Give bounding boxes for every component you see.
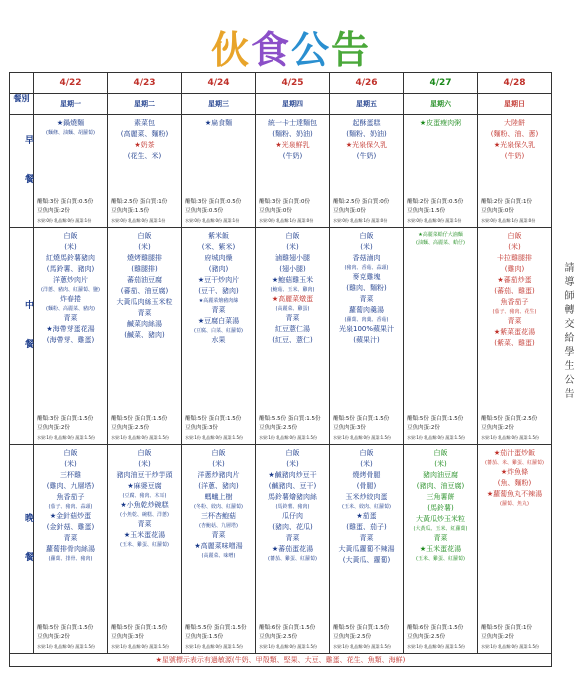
menu-item: (米)	[434, 460, 447, 468]
menu-item: 大黃瓜炒玉米粒	[416, 515, 465, 523]
nutrition-n2: 豆魚肉蛋:3份	[333, 425, 366, 431]
menu-item: 蘿蔔排骨肉絲湯	[46, 545, 95, 553]
nutrition-n2: 豆魚肉蛋:1.5份	[185, 634, 224, 640]
nutrition-n3: 水果:1份 乳品類:0份 蔬菜:1.5份	[259, 435, 318, 440]
menu-item: (蘿蔔、肉羹、香菇)	[344, 317, 389, 323]
menu-item: 炸春捲	[60, 295, 81, 303]
menu-item: (蘿蔔、魚丸)	[500, 501, 529, 507]
menu-item: (蕃茄、雞蛋)	[494, 287, 535, 295]
menu-item: 光泉100%蘋果汁	[338, 325, 394, 333]
menu-item: (雞肉、麵粉)	[346, 284, 387, 292]
allergen-footer: ★星號標示表示有過敏源(牛奶、甲殼類、堅果、大豆、雞蛋、花生、魚類、海鮮)	[10, 654, 552, 667]
nutrition-n1: 醣類:3份 蛋白質:0.5份	[185, 199, 242, 205]
nutrition-n3: 水果:1份 乳品類:0份 蔬菜:1.5份	[259, 644, 318, 649]
nutrition-n3: 水果:1份 乳品類:0份 蔬菜:1.5份	[37, 644, 96, 649]
menu-item: 燒烤骨腿	[352, 471, 381, 479]
dinner-cell	[34, 445, 108, 654]
menu-item: 青菜	[507, 317, 522, 325]
dinner-cell	[330, 445, 404, 654]
nutrition-n1: 醣類:5份 蛋白質:1.5份	[333, 625, 390, 631]
menu-item: 鹹菜肉絲湯	[127, 320, 162, 328]
nutrition-n1: 醣類:5份 蛋白質:1份	[481, 625, 532, 631]
date-header: 4/25	[256, 73, 330, 94]
menu-item: ★麻婆豆腐	[127, 482, 162, 490]
menu-item: 白飯	[137, 449, 152, 457]
menu-item: 白飯	[285, 232, 300, 240]
page-title	[190, 28, 390, 72]
nutrition-n2: 豆魚肉蛋:2份	[481, 425, 514, 431]
nutrition-n3: 水果:1份 乳品類:0份 蔬菜:1.5份	[185, 435, 244, 440]
nutrition-n1: 醣類:5份 蛋白質:1.5份	[37, 625, 94, 631]
menu-item: (豬肉、油豆腐)	[416, 482, 465, 490]
nutrition-n2: 豆魚肉蛋:2份	[37, 208, 70, 214]
menu-item: 紅豆薏仁湯	[275, 325, 310, 333]
menu-item: 白飯	[359, 449, 374, 457]
menu-item: ★小魚乾炒碗糕	[120, 501, 169, 509]
nutrition-n3: 水果:1份 乳品類:0份 蔬菜:1.5份	[37, 435, 96, 440]
menu-item: ★鍋燒麵	[56, 119, 85, 127]
menu-item: 青菜	[433, 534, 448, 542]
menu-item: ★高麗菜燉蛋	[271, 295, 314, 303]
menu-item: 白飯	[433, 449, 448, 457]
menu-item: (骨腿)	[356, 482, 377, 490]
nutrition-n2: 豆魚肉蛋:0份	[333, 208, 366, 214]
menu-item: (高麗菜、麵粉)	[120, 130, 169, 138]
nutrition-n1: 醣類:5份 蛋白質:1.5份	[407, 416, 464, 422]
menu-item: ★海帶芽蛋花湯	[46, 325, 95, 333]
lunch-cell	[256, 228, 330, 445]
menu-item: ★光泉保久乳	[493, 141, 536, 149]
menu-item: (米、紫米)	[201, 243, 236, 251]
menu-item: 三杯雞	[60, 471, 81, 479]
menu-item: 青菜	[359, 534, 374, 542]
date-header: 4/26	[330, 73, 404, 94]
nutrition-n1: 醣類:5.5份 蛋白質:1.5份	[185, 625, 247, 631]
nutrition-n3: 水果:1份 乳品類:0份 蔬菜:1.5份	[407, 644, 466, 649]
title-char-2: 食	[250, 27, 289, 72]
nutrition-n3: 水果:1份 乳品類:0份 蔬菜:1.5份	[111, 435, 170, 440]
date-header: 4/27	[404, 73, 478, 94]
menu-item: (花生、米)	[127, 152, 162, 160]
menu-item: 大黃瓜蘿蔔不辣湯	[338, 545, 395, 553]
menu-item: (紫菜、雞蛋)	[494, 339, 535, 347]
nutrition-n2: 豆魚肉蛋:2份	[481, 634, 514, 640]
nutrition-n2: 豆魚肉蛋:2份	[407, 425, 440, 431]
menu-item: (蘿蔔、排骨、豬肉)	[48, 556, 93, 562]
menu-item: 起酥蛋糕	[352, 119, 381, 127]
menu-item: (茄子、豬肉、蒜頭)	[48, 504, 93, 510]
menu-item: (米)	[138, 460, 151, 468]
nutrition-n3: 水果:0份 乳品類:0份 蔬菜:1份	[407, 218, 462, 223]
date-header: 4/24	[182, 73, 256, 94]
menu-item: (杏鮑菇、九層塔)	[199, 523, 238, 529]
menu-item: (馬鈴薯、豬肉)	[275, 504, 310, 510]
weekday-header: 星期六	[404, 94, 478, 115]
lunch-cell	[404, 228, 478, 445]
nutrition-n3: 水果:0份 乳品類:0份 蔬菜:1份	[37, 218, 92, 223]
menu-item: (麵粉、油、蔥)	[490, 130, 539, 138]
menu-item: 素菜包	[134, 119, 155, 127]
menu-item: ★光泉保久乳	[345, 141, 388, 149]
weekday-header: 星期三	[182, 94, 256, 115]
menu-item: (魚、麵粉)	[497, 479, 532, 487]
nutrition-n3: 水果:0份 乳品類:0份 蔬菜:1份	[185, 218, 240, 223]
menu-item: 洋蔥炒肉片	[53, 276, 88, 284]
nutrition-n3: 水果:0份 乳品類:1份 蔬菜:0份	[333, 218, 388, 223]
menu-item: 蕃茄油豆腐	[127, 276, 162, 284]
nutrition-n3: 水果:1份 乳品類:0份 蔬菜:1.5份	[111, 644, 170, 649]
menu-item: (豬肉、香菇、蒜頭)	[344, 265, 389, 271]
nutrition-n2: 豆魚肉蛋:1.5份	[111, 208, 150, 214]
nutrition-n2: 豆魚肉蛋:2份	[37, 425, 70, 431]
menu-item: ★茄蛋	[356, 512, 377, 520]
breakfast-cell	[478, 115, 552, 228]
menu-item: (冬粉、絞肉、紅蘿蔔)	[194, 504, 243, 510]
nutrition-n2: 豆魚肉蛋:0份	[481, 208, 514, 214]
menu-item: 府城肉燥	[204, 254, 233, 262]
menu-item: ★紫菜蛋花湯	[493, 328, 536, 336]
menu-item: ★玉米蛋花湯	[123, 531, 166, 539]
menu-item: 青菜	[63, 314, 78, 322]
menu-item: 青菜	[137, 520, 152, 528]
dinner-cell	[256, 445, 330, 654]
menu-item: ★高麗菜味噌湯	[194, 542, 243, 550]
weekday-header: 星期二	[108, 94, 182, 115]
menu-item: (米)	[64, 460, 77, 468]
nutrition-n2: 豆魚肉蛋:2.5份	[259, 634, 298, 640]
menu-item: (麵條、油麵、胡蘿蔔)	[46, 130, 95, 136]
nutrition-n1: 醣類:5.5份 蛋白質:1.5份	[259, 416, 321, 422]
menu-item: (高麗菜、雞蛋)	[275, 306, 310, 312]
menu-item: 燒烤雞腿排	[127, 254, 162, 262]
menu-item: (馬鈴薯、豬肉)	[46, 265, 95, 273]
weekday-header: 星期四	[256, 94, 330, 115]
nutrition-n1: 醣類:6份 蛋白質:1.5份	[407, 625, 464, 631]
menu-item: (金針菇、雞蛋)	[46, 523, 95, 531]
menu-item: 馬鈴薯燴豬肉絲	[268, 493, 317, 501]
lunch-cell	[182, 228, 256, 445]
menu-item: ★鹹豬肉炒豆干	[268, 471, 317, 479]
nutrition-n1: 醣類:5份 蛋白質:2.5份	[481, 416, 538, 422]
nutrition-n3: 水果:0份 乳品類:1份 蔬菜:0份	[259, 218, 314, 223]
meal-label-header: 餐別	[10, 94, 34, 115]
nutrition-n2: 豆魚肉蛋:2.5份	[333, 634, 372, 640]
dinner-cell	[182, 445, 256, 654]
menu-item: 統一卡士達麵包	[268, 119, 317, 127]
menu-item: (蕃茄、雞蛋、紅蘿蔔)	[268, 556, 317, 562]
menu-item: (牛奶)	[504, 152, 525, 160]
menu-item: (玉米、絞肉、紅蘿蔔)	[342, 504, 391, 510]
menu-item: 蘿蔔肉羹湯	[349, 306, 384, 314]
menu-item: (馬鈴薯)	[427, 504, 454, 512]
menu-item: (麵粉、高麗菜、豬肉)	[46, 306, 95, 312]
side-note: 請導師轉交給學生公告	[562, 262, 573, 402]
menu-item: 香菇滷肉	[352, 254, 381, 262]
menu-item: 青菜	[359, 295, 374, 303]
nutrition-n2: 豆魚肉蛋:2.5份	[259, 425, 298, 431]
nutrition-n1: 醣類:5份 蛋白質:1.5份	[111, 416, 168, 422]
menu-item: 大黃瓜肉絲玉米粒	[116, 298, 173, 306]
breakfast-cell	[108, 115, 182, 228]
menu-item: ★光泉鮮乳	[275, 141, 310, 149]
menu-item: 豬肉油豆干炒芋頭	[116, 471, 173, 479]
menu-item: ★蘿蔔魚丸不辣湯	[486, 490, 543, 498]
menu-item: ★玉米蛋花湯	[419, 545, 462, 553]
menu-item: 三杯杏鮑菇	[201, 512, 236, 520]
menu-item: (麵粉、奶油)	[346, 130, 387, 138]
weekday-header: 星期五	[330, 94, 404, 115]
menu-item: ★高麗菜蛤仔大滷麵	[418, 232, 463, 238]
menu-item: (翅小腿)	[279, 265, 306, 273]
menu-item: (雞腿排)	[131, 265, 158, 273]
menu-item: (鮑菇、玉米、雞肉)	[270, 287, 315, 293]
menu-item: (米)	[64, 243, 77, 251]
menu-item: (茄子、豬肉、花生)	[492, 309, 537, 315]
nutrition-n1: 醣類:5份 蛋白質:1.5份	[111, 625, 168, 631]
weekday-header: 星期日	[478, 94, 552, 115]
nutrition-n1: 醣類:6份 蛋白質:1.5份	[259, 625, 316, 631]
menu-item: (豆腐、白菜、紅蘿蔔)	[194, 328, 243, 334]
menu-item: 三角薯餅	[426, 493, 455, 501]
lunch-cell	[108, 228, 182, 445]
menu-item: ★豆腐白菜湯	[197, 317, 240, 325]
menu-item: 白飯	[359, 232, 374, 240]
nutrition-n2: 豆魚肉蛋:1.5份	[407, 208, 446, 214]
menu-item: ★皮蛋瘦肉粥	[419, 119, 462, 127]
nutrition-n2: 豆魚肉蛋:2.5份	[407, 634, 446, 640]
menu-item: ★豆干炒肉片	[197, 276, 240, 284]
menu-item: 青菜	[137, 309, 152, 317]
menu-item: 水果	[211, 336, 226, 344]
menu-item: (鹹菜、豬肉)	[124, 331, 165, 339]
nutrition-n1: 醣類:3份 蛋白質:1.5份	[37, 416, 94, 422]
menu-item: 紫米飯	[208, 232, 229, 240]
menu-item: (鹹豬肉、豆干)	[268, 482, 317, 490]
menu-item: (海帶芽、雞蛋)	[46, 336, 95, 344]
menu-item: ★奶茶	[134, 141, 155, 149]
nutrition-n2: 豆魚肉蛋:0份	[259, 208, 292, 214]
lunch-cell	[478, 228, 552, 445]
menu-item: 青菜	[285, 314, 300, 322]
menu-item: (米)	[212, 460, 225, 468]
menu-item: 玉米炒絞肉蛋	[345, 493, 388, 501]
menu-item: (豆干、豬肉)	[198, 287, 239, 295]
menu-item: 白飯	[211, 449, 226, 457]
dinner-cell	[404, 445, 478, 654]
menu-item: (米)	[286, 243, 299, 251]
menu-item: (米)	[508, 243, 521, 251]
menu-item: (洋蔥、豬肉、紅蘿蔔、鹽)	[41, 287, 100, 293]
menu-item: 豬肉油豆腐	[423, 471, 458, 479]
menu-item: 瓜仔肉	[282, 512, 303, 520]
menu-table	[9, 72, 552, 667]
menu-item: ★蕃茄蛋花湯	[271, 545, 314, 553]
nutrition-n2: 豆魚肉蛋:0.5份	[185, 208, 224, 214]
menu-item: 青菜	[63, 534, 78, 542]
menu-item: ★茄汁蛋炒飯	[493, 449, 536, 457]
menu-item: 青菜	[211, 306, 226, 314]
breakfast-cell	[256, 115, 330, 228]
menu-item: (米)	[138, 243, 151, 251]
title-char-1: 伙	[210, 27, 249, 72]
nutrition-n3: 水果:1份 乳品類:0份 蔬菜:1.5份	[481, 435, 540, 440]
menu-item: 白飯	[285, 449, 300, 457]
menu-item: (大黃瓜、蘿蔔)	[342, 556, 391, 564]
weekday-header: 星期一	[34, 94, 108, 115]
nutrition-n1: 醣類:2.5份 蛋白質:1份	[111, 199, 168, 205]
menu-item: 白飯	[137, 232, 152, 240]
date-header: 4/28	[478, 73, 552, 94]
nutrition-n2: 豆魚肉蛋:3份	[111, 634, 144, 640]
lunch-cell	[330, 228, 404, 445]
meal-label-dinner: 晚餐	[10, 445, 34, 654]
lunch-cell	[34, 228, 108, 445]
menu-item: (雞肉、九層塔)	[46, 482, 95, 490]
corner-cell	[10, 73, 34, 94]
menu-item: ★金針菇炒蛋	[49, 512, 92, 520]
menu-item: 青菜	[285, 534, 300, 542]
breakfast-cell	[330, 115, 404, 228]
menu-item: 青菜	[211, 531, 226, 539]
nutrition-n3: 水果:0份 乳品類:1份 蔬菜:0份	[481, 218, 536, 223]
nutrition-n1: 醣類:2份 蛋白質:1份	[481, 199, 532, 205]
date-header: 4/22	[34, 73, 108, 94]
menu-item: 白飯	[63, 449, 78, 457]
menu-item: (洋蔥、豬肉)	[198, 482, 239, 490]
breakfast-cell	[34, 115, 108, 228]
menu-item: ★扁食麵	[204, 119, 233, 127]
menu-item: 白飯	[507, 232, 522, 240]
menu-item: (紅豆、薏仁)	[272, 336, 313, 344]
menu-item: (蕃茄、油豆腐)	[120, 287, 169, 295]
date-header: 4/23	[108, 73, 182, 94]
menu-item: (牛奶)	[282, 152, 303, 160]
nutrition-n3: 水果:1份 乳品類:0份 蔬菜:1.5份	[185, 644, 244, 649]
menu-item: 大陸餅	[504, 119, 525, 127]
menu-item: (米)	[286, 460, 299, 468]
menu-item: (豆腐、豬肉、木耳)	[122, 493, 167, 499]
nutrition-n2: 豆魚肉蛋:2.5份	[111, 425, 150, 431]
menu-item: (油麵、高麗菜、蛤仔)	[416, 240, 465, 246]
menu-item: (豬肉、花瓜)	[272, 523, 313, 531]
nutrition-n2: 豆魚肉蛋:2份	[37, 634, 70, 640]
nutrition-n1: 醣類:5份 蛋白質:1.5份	[185, 416, 242, 422]
menu-item: (牛奶)	[356, 152, 377, 160]
menu-item: (米)	[360, 243, 373, 251]
nutrition-n2: 豆魚肉蛋:3份	[185, 425, 218, 431]
menu-item: ★高麗菜燴豬肉絲	[198, 298, 239, 304]
menu-item: 螞蟻上樹	[204, 493, 233, 501]
menu-item: ★蕃茄炒蛋	[497, 276, 532, 284]
menu-item: 滷雞翅小腿	[275, 254, 310, 262]
nutrition-n3: 水果:1份 乳品類:0份 蔬菜:1.5份	[481, 644, 540, 649]
menu-item: (雞蛋、茄子)	[346, 523, 387, 531]
nutrition-n3: 水果:0份 乳品類:0份 蔬菜:1份	[111, 218, 166, 223]
nutrition-n1: 醣類:5份 蛋白質:1.5份	[333, 416, 390, 422]
menu-item: 洋蔥炒豬肉片	[197, 471, 240, 479]
menu-item: ★炸魚條	[500, 468, 529, 476]
menu-item: ★鮑菇雞玉米	[271, 276, 314, 284]
menu-item: (高麗菜、味噌)	[201, 553, 236, 559]
title-char-4: 告	[331, 27, 370, 72]
menu-item: (玉米、雞蛋、紅蘿蔔)	[120, 542, 169, 548]
menu-item: (米)	[360, 460, 373, 468]
nutrition-n1: 醣類:3份 蛋白質:0份	[259, 199, 310, 205]
menu-item: (蕃茄、米、雞蛋、紅蘿蔔)	[485, 460, 544, 466]
title-char-3: 公	[291, 27, 330, 72]
menu-item: 白飯	[63, 232, 78, 240]
breakfast-cell	[182, 115, 256, 228]
nutrition-n3: 水果:1份 乳品類:0份 蔬菜:1.5份	[333, 644, 392, 649]
menu-item: 卡拉雞腿排	[497, 254, 532, 262]
menu-item: 魚香茄子	[56, 493, 85, 501]
menu-item: (豬肉)	[208, 265, 229, 273]
breakfast-cell	[404, 115, 478, 228]
nutrition-n1: 醣類:2份 蛋白質:0.5份	[407, 199, 464, 205]
dinner-cell	[478, 445, 552, 654]
menu-item: (蘋果汁)	[353, 336, 380, 344]
menu-item: 魚香茄子	[500, 298, 529, 306]
nutrition-n1: 醣類:2.5份 蛋白質:0份	[333, 199, 390, 205]
dinner-cell	[108, 445, 182, 654]
menu-item: 麥克雞塊	[352, 273, 381, 281]
menu-item: 紅燒馬鈴薯豬肉	[46, 254, 95, 262]
menu-item: (雞肉)	[504, 265, 525, 273]
meal-label-breakfast: 早餐	[10, 115, 34, 228]
menu-item: (玉米、雞蛋、紅蘿蔔)	[416, 556, 465, 562]
nutrition-n1: 醣類:3份 蛋白質:0.5份	[37, 199, 94, 205]
meal-label-lunch: 中餐	[10, 228, 34, 445]
menu-item: (麵粉、奶油)	[272, 130, 313, 138]
menu-item: (大黃瓜、玉米、紅蘿蔔)	[413, 526, 468, 532]
nutrition-n3: 水果:1份 乳品類:0份 蔬菜:1.5份	[407, 435, 466, 440]
nutrition-n3: 水果:1份 乳品類:0份 蔬菜:1.5份	[333, 435, 392, 440]
menu-item: (小魚乾、碗糕、洋蔥)	[120, 512, 169, 518]
